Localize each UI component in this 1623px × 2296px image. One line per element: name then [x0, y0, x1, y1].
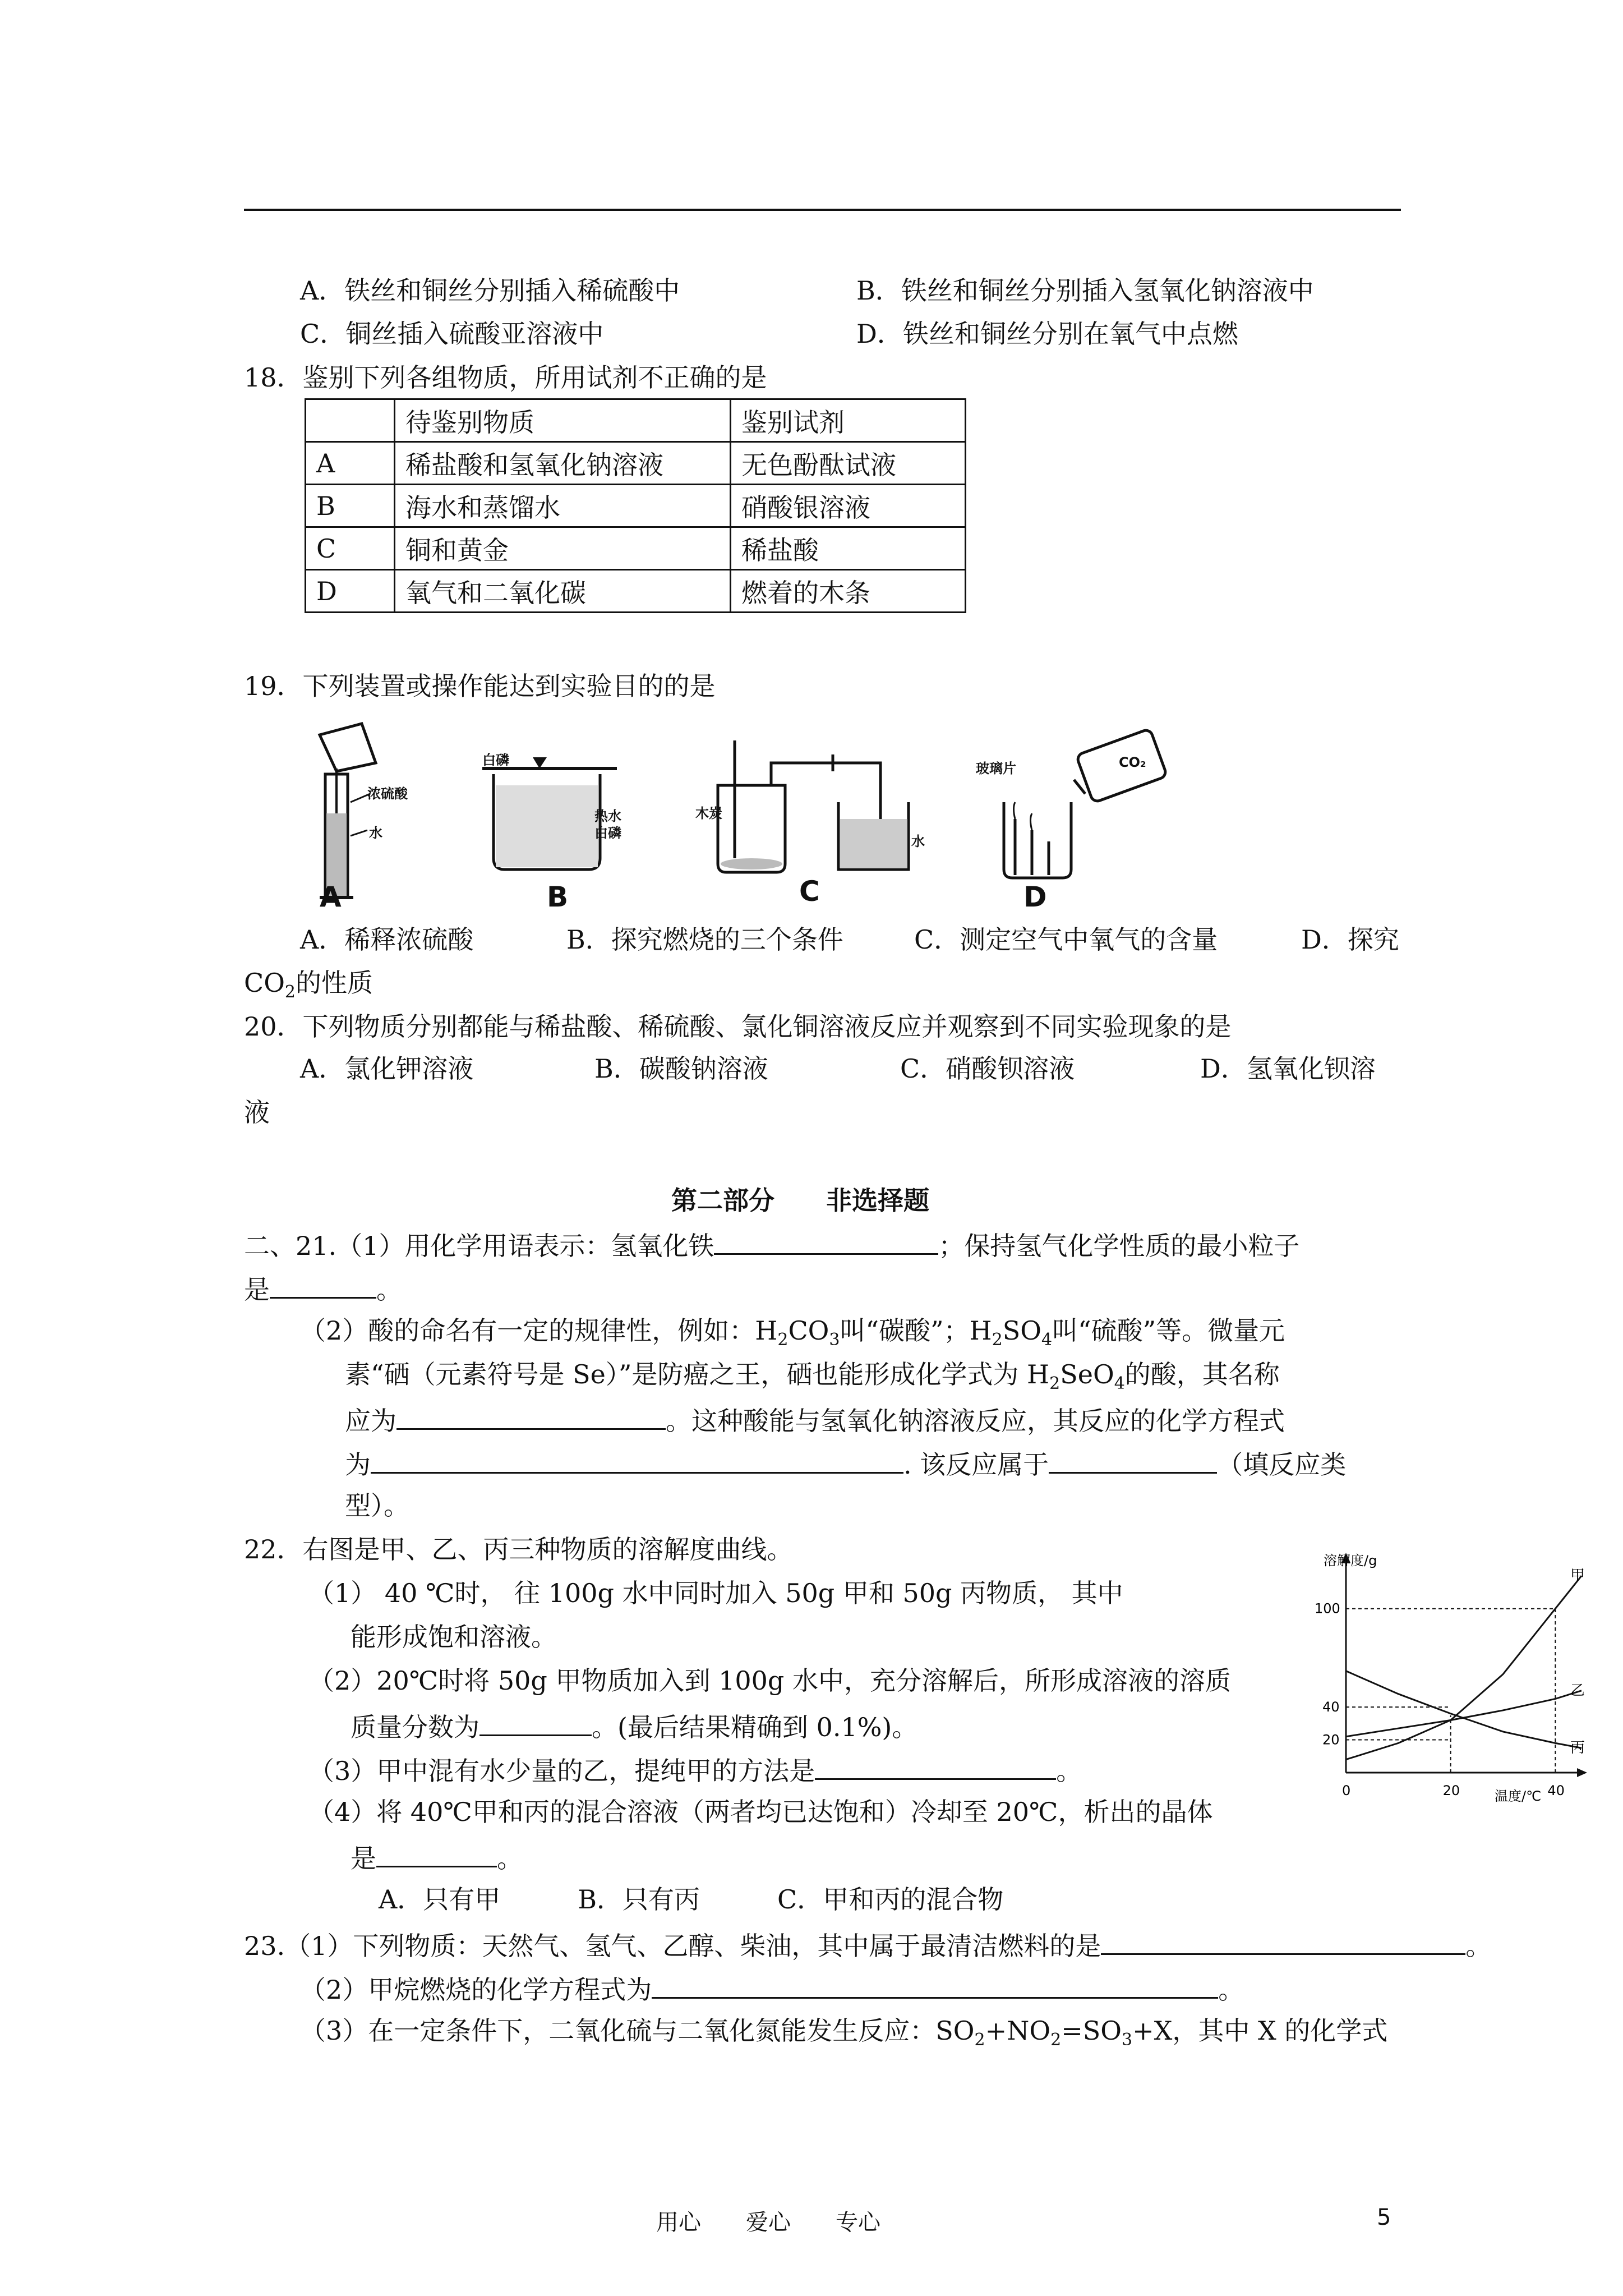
x-tick-label-2: 40	[1547, 1783, 1565, 1798]
table-cell: B	[306, 485, 395, 527]
text-fragment: +NO	[985, 2016, 1051, 2046]
answer-blank[interactable]	[376, 1839, 497, 1867]
q21-line-5	[345, 1401, 1285, 1438]
text-fragment: 的性质	[296, 968, 374, 998]
text-fragment: （3）甲中混有水少量的乙，提纯甲的方法是	[308, 1756, 815, 1786]
answer-blank[interactable]	[371, 1445, 903, 1474]
table-row	[306, 527, 966, 570]
figure-d-label-glass-plate: 玻璃片	[976, 761, 1016, 776]
q18-table	[305, 398, 966, 613]
q20-stem: 20．下列物质分别都能与稀盐酸、稀硫酸、氯化铜溶液反应并观察到不同实验现象的是	[244, 1011, 1232, 1042]
text-fragment: CO	[788, 1315, 829, 1346]
page-number: 5	[1377, 2205, 1391, 2230]
text-fragment: （2）甲烷燃烧的化学方程式为	[300, 1975, 652, 2005]
subscript: 2	[1050, 2030, 1062, 2050]
series-label-1: 乙	[1570, 1682, 1585, 1699]
q17-option-c: C．铜丝插入硫酸亚溶液中	[300, 319, 604, 349]
q17-option-a: A．铁丝和铜丝分别插入稀硫酸中	[300, 275, 680, 306]
text-fragment: ；保持氢气化学性质的最小粒子	[938, 1231, 1300, 1261]
q23-line-2	[300, 1970, 1244, 2007]
answer-blank[interactable]	[479, 1708, 592, 1736]
q21-line-2	[244, 1270, 402, 1306]
subscript: 3	[1121, 2030, 1133, 2050]
q17-option-b: B．铁丝和铜丝分别插入氢氧化钠溶液中	[856, 275, 1314, 306]
q21-line-3	[300, 1314, 1285, 1357]
y-tick-label-2: 100	[1315, 1600, 1340, 1617]
text-fragment: 叫“硫酸”等。微量元	[1052, 1315, 1285, 1346]
figure-c-label-water: 水	[911, 834, 925, 849]
subscript: 2	[992, 1330, 1003, 1350]
q20-option-d-continued: 液	[244, 1097, 270, 1128]
answer-blank[interactable]	[270, 1270, 376, 1299]
table-cell: 稀盐酸和氢氧化钠溶液	[395, 442, 731, 485]
figure-b-combustion	[471, 735, 639, 920]
q20-option-a: A．氯化钾溶液	[300, 1053, 474, 1084]
x-tick-label-1: 20	[1442, 1783, 1460, 1798]
q22-options: A．只有甲 B．只有丙 C．甲和丙的混合物	[379, 1884, 1004, 1915]
table-cell: A	[306, 442, 395, 485]
q17-option-d: D．铁丝和铜丝分别在氧气中点燃	[856, 319, 1238, 349]
figure-d-co2	[970, 724, 1178, 920]
text-fragment: 素“硒（元素符号是 Se）”是防癌之王，硒也能形成化学式为 H	[345, 1359, 1050, 1389]
series-label-0: 甲	[1570, 1567, 1585, 1585]
y-axis-label: 溶解度/g	[1324, 1553, 1377, 1568]
figure-c-oxygen	[695, 729, 931, 920]
subscript: 3	[829, 1330, 840, 1350]
text-fragment: 。这种酸能与氢氧化钠溶液反应，其反应的化学方程式	[666, 1406, 1285, 1436]
y-tick-label-0: 20	[1322, 1732, 1340, 1748]
answer-blank[interactable]	[815, 1751, 1056, 1780]
subscript: 2	[777, 1330, 789, 1350]
figure-b-letter: B	[547, 881, 569, 913]
table-cell: 燃着的木条	[731, 570, 966, 613]
footer-motto: 用心 爱心 专心	[656, 2210, 880, 2235]
answer-blank[interactable]	[1101, 1926, 1465, 1955]
q22-part2-line2	[351, 1708, 917, 1744]
figure-a-label-water: 水	[369, 825, 382, 841]
text-fragment: . 该反应属于	[903, 1450, 1049, 1480]
q23-line-1	[244, 1926, 1491, 1963]
q19-option-c: C．测定空气中氧气的含量	[914, 924, 1218, 955]
x-axis-label: 温度/℃	[1495, 1788, 1542, 1804]
figure-d-letter: D	[1023, 881, 1047, 913]
text-fragment: 的酸，其名称	[1124, 1359, 1280, 1389]
text-fragment: 。	[1218, 1975, 1244, 2005]
subscript: 4	[1041, 1330, 1053, 1350]
table-header-cell: 待鉴别物质	[395, 399, 731, 442]
solubility-chart	[1307, 1537, 1587, 1829]
x-axis-arrow	[1577, 1768, 1587, 1777]
text-fragment: 质量分数为	[351, 1712, 479, 1742]
q22-part1-line1: （1） 40 ℃时， 往 100g 水中同时加入 50g 甲和 50g 丙物质， 其中	[308, 1578, 1123, 1608]
figure-d-svg	[970, 724, 1178, 920]
subscript: 4	[1114, 1374, 1125, 1394]
series-label-2: 丙	[1570, 1740, 1585, 1757]
table-cell: C	[306, 527, 395, 570]
text-fragment: +X，其中 X 的化学式	[1132, 2016, 1388, 2046]
table-cell: 氧气和二氧化碳	[395, 570, 731, 613]
answer-blank[interactable]	[652, 1970, 1218, 1999]
table-cell: D	[306, 570, 395, 613]
q21-line-1	[244, 1226, 1299, 1263]
q20-option-b: B．碳酸钠溶液	[594, 1053, 768, 1084]
table-row	[306, 485, 966, 527]
text-fragment: （2）酸的命名有一定的规律性，例如：H	[300, 1315, 778, 1346]
q20-option-c: C．硝酸钡溶液	[900, 1053, 1075, 1084]
text-fragment: CO	[244, 968, 285, 998]
q19-option-d-continued	[244, 966, 373, 1009]
q21-line-7: 型）。	[345, 1490, 409, 1521]
text-fragment: 。	[1056, 1756, 1082, 1786]
x-tick-label-0: 0	[1342, 1783, 1351, 1798]
text-fragment: SO	[1002, 1315, 1041, 1346]
figure-b-label-hot-water: 热水	[594, 808, 621, 824]
figure-b-label-phosphorus-top: 白磷	[482, 752, 509, 768]
table-header-cell	[306, 399, 395, 442]
figure-c-label-charcoal: 木炭	[695, 806, 722, 821]
table-cell: 海水和蒸馏水	[395, 485, 731, 527]
series-line-1	[1346, 1691, 1581, 1737]
q19-option-d: D．探究	[1301, 924, 1399, 955]
text-fragment: 应为	[345, 1406, 396, 1436]
table-header-cell: 鉴别试剂	[731, 399, 966, 442]
table-cell: 无色酚酞试液	[731, 442, 966, 485]
table-cell: 硝酸银溶液	[731, 485, 966, 527]
text-fragment: 。	[497, 1843, 523, 1874]
figure-a-letter: A	[320, 881, 342, 913]
table-row	[306, 442, 966, 485]
text-fragment: 。	[1465, 1931, 1492, 1961]
text-fragment: 二、21.（1）用化学用语表示：氢氧化铁	[244, 1231, 714, 1261]
text-fragment: 23.（1）下列物质：天然气、氢气、乙醇、柴油，其中属于最清洁燃料的是	[244, 1931, 1101, 1961]
q22-part3	[308, 1751, 1082, 1788]
q22-part1-line2: 能形成饱和溶液。	[351, 1622, 557, 1652]
text-fragment: =SO	[1061, 2016, 1122, 2046]
subscript: 2	[1049, 1374, 1061, 1394]
q22-part2-line1: （2）20℃时将 50g 甲物质加入到 100g 水中，充分溶解后，所形成溶液的溶质	[308, 1665, 1231, 1696]
table-row	[306, 570, 966, 613]
figure-a-label-acid: 浓硫酸	[367, 786, 408, 802]
series-line-0	[1346, 1576, 1581, 1759]
subscript: 2	[974, 2030, 985, 2050]
q19-option-b: B．探究燃烧的三个条件	[566, 924, 843, 955]
part-two-title: 第二部分 非选择题	[671, 1185, 929, 1216]
figure-a-dilution	[303, 718, 449, 920]
table-cell: 铜和黄金	[395, 527, 731, 570]
q19-stem: 19．下列装置或操作能达到实验目的的是	[244, 671, 716, 701]
table-row	[306, 399, 966, 442]
answer-blank[interactable]	[714, 1226, 938, 1255]
answer-blank[interactable]	[1049, 1445, 1217, 1474]
figure-d-label-co2: CO₂	[1119, 754, 1146, 770]
y-tick-label-1: 40	[1322, 1699, 1340, 1715]
table-cell: 稀盐酸	[731, 527, 966, 570]
text-fragment: （3）在一定条件下，二氧化硫与二氧化氮能发生反应：SO	[300, 2016, 975, 2046]
q22-part4-line1: （4）将 40℃甲和丙的混合溶液（两者均已达饱和）冷却至 20℃，析出的晶体	[308, 1797, 1213, 1827]
q20-option-d: D．氢氧化钡溶	[1200, 1053, 1376, 1084]
answer-blank[interactable]	[396, 1401, 666, 1430]
text-fragment: 。	[376, 1274, 402, 1305]
figure-c-letter: C	[799, 875, 820, 908]
header-rule	[244, 209, 1401, 211]
q23-line-3	[300, 2014, 1387, 2057]
text-fragment: SeO	[1060, 1359, 1114, 1389]
text-fragment: （填反应类	[1217, 1450, 1347, 1480]
text-fragment: 为	[345, 1450, 371, 1480]
q19-option-a: A．稀释浓硫酸	[300, 924, 474, 955]
text-fragment: 是	[351, 1843, 376, 1874]
q22-part4-line2	[351, 1839, 523, 1875]
subscript: 2	[284, 982, 296, 1002]
q21-line-4	[345, 1358, 1280, 1401]
q18-stem: 18．鉴别下列各组物质，所用试剂不正确的是	[244, 362, 767, 393]
q21-line-6	[345, 1445, 1346, 1481]
text-fragment: 叫“碳酸”；H	[840, 1315, 992, 1346]
text-fragment: 。(最后结果精确到 0.1%)。	[592, 1712, 918, 1742]
text-fragment: 是	[244, 1274, 270, 1305]
q22-stem: 22．右图是甲、乙、丙三种物质的溶解度曲线。	[244, 1534, 793, 1565]
figure-b-label-phosphorus-bottom: 白磷	[594, 825, 621, 841]
